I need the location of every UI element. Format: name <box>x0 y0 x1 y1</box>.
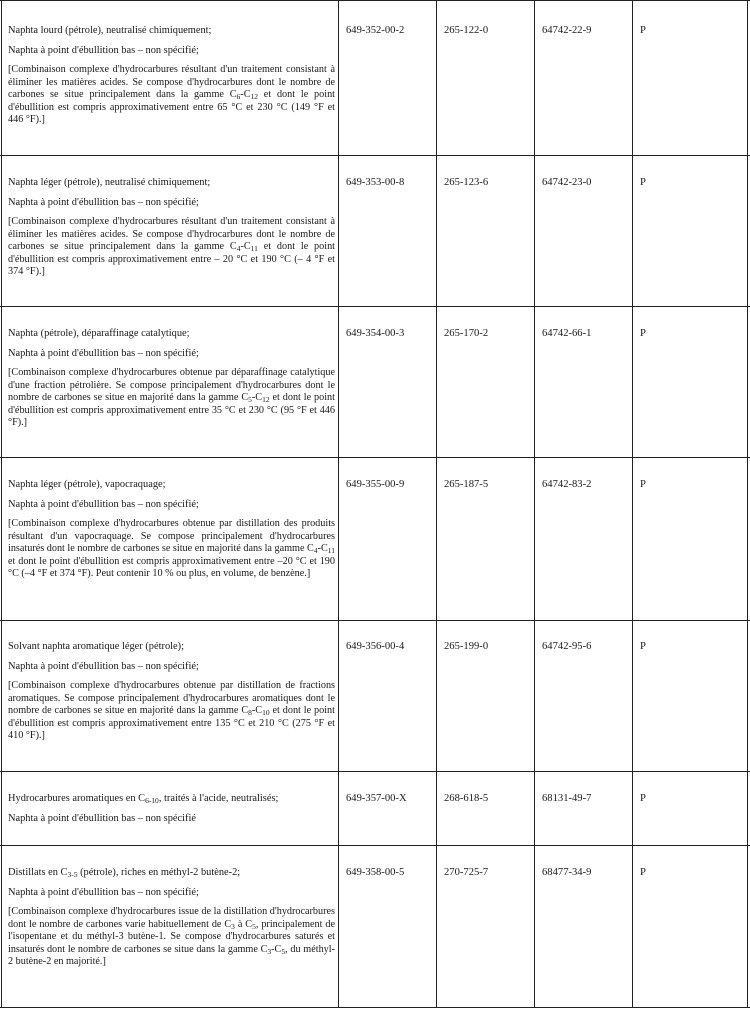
index-number: 649-353-00-8 <box>346 177 405 188</box>
ec-number: 265-199-0 <box>444 641 489 652</box>
index-number: 649-357-00-X <box>346 793 407 804</box>
substance-note: [Combinaison complexe d'hydrocarbures obtenue par distillation des produits résultant d'un vapocraquage. Se compose principalement d'hydrocarbures insaturés dont le nombre de carbones se situe en majorité dans la gamme $C_4-C_{11}$ et dont le point d'ébullition est compris approximativement entre –20 °C et 190 °C (–4 °F et 374 °F). Peut contenir 10 % ou plus, en volume, de benzène.] <box>8 518 335 580</box>
index-number: 649-356-00-4 <box>346 641 405 652</box>
ec-number: 270-725-7 <box>444 867 489 878</box>
cas-number: 64742-66-1 <box>542 328 592 339</box>
ec-number: 268-618-5 <box>444 793 489 804</box>
notes-code: P <box>640 25 646 36</box>
cas-number: 68477-34-9 <box>542 867 592 878</box>
substance-name: Hydrocarbures aromatiques en $C_{6-10}$, traités à l'acide, neutralisés; <box>8 793 279 805</box>
description-cell <box>8 24 335 127</box>
substance-synonym: Naphta à point d'ébullition bas – non spécifié; <box>8 197 199 208</box>
substance-synonym: Naphta à point d'ébullition bas – non spécifié; <box>8 499 199 510</box>
description-cell <box>8 866 335 969</box>
notes-code: P <box>640 328 646 339</box>
substance-note: [Combinaison complexe d'hydrocarbures obtenue par distillation de fractions aromatiques. Se compose principalement d'hydrocarbures aromatiques dont le nombre de carbones se situe en majorité dans la gamme $C_8-C_{10}$ et dont le point d'ébullition est compris approximativement entre 135 °C et 210 °C (275 °F et 410 °F).] <box>8 680 335 742</box>
substance-name: Solvant naphta aromatique léger (pétrole); <box>8 641 184 652</box>
row-divider <box>0 771 750 772</box>
ec-number: 265-123-6 <box>444 177 489 188</box>
notes-code: P <box>640 867 646 878</box>
substance-note: [Combinaison complexe d'hydrocarbures résultant d'un traitement consistant à éliminer les matières acides. Se compose d'hydrocarbures dont le nombre de carbones se situe principalement dans la gamme $C_6-C_{12}$ et dont le point d'ébullition est compris approximativement entre 65 °C et 230 °C (149 °F et 446 °F).] <box>8 64 335 126</box>
ec-number: 265-170-2 <box>444 328 489 339</box>
index-number: 649-352-00-2 <box>346 25 405 36</box>
row-divider <box>0 457 750 458</box>
substance-synonym: Naphta à point d'ébullition bas – non spécifié <box>8 813 196 824</box>
table-right-border <box>747 0 748 1007</box>
column-divider <box>338 0 339 1007</box>
substance-synonym: Naphta à point d'ébullition bas – non spécifié; <box>8 887 199 898</box>
notes-code: P <box>640 177 646 188</box>
substance-name: Distillats en $C_{3-5}$ (pétrole), riches en méthyl-2 butène-2; <box>8 867 241 879</box>
substance-synonym: Naphta à point d'ébullition bas – non spécifié; <box>8 661 199 672</box>
notes-code: P <box>640 479 646 490</box>
cas-number: 64742-95-6 <box>542 641 592 652</box>
column-divider <box>534 0 535 1007</box>
column-divider <box>436 0 437 1007</box>
notes-code: P <box>640 641 646 652</box>
row-divider <box>0 0 750 1</box>
cas-number: 64742-23-0 <box>542 177 592 188</box>
row-divider <box>0 620 750 621</box>
substance-name: Naphta lourd (pétrole), neutralisé chimiquement; <box>8 25 212 36</box>
substance-name: Naphta léger (pétrole), vapocraquage; <box>8 479 166 490</box>
ec-number: 265-187-5 <box>444 479 489 490</box>
notes-code: P <box>640 793 646 804</box>
cas-number: 64742-22-9 <box>542 25 592 36</box>
ec-number: 265-122-0 <box>444 25 489 36</box>
cas-number: 64742-83-2 <box>542 479 592 490</box>
column-divider <box>632 0 633 1007</box>
description-cell <box>8 640 335 743</box>
description-cell <box>8 478 335 581</box>
index-number: 649-358-00-5 <box>346 867 405 878</box>
index-number: 649-355-00-9 <box>346 479 405 490</box>
index-number: 649-354-00-3 <box>346 328 405 339</box>
substance-name: Naphta (pétrole), déparaffinage catalytique; <box>8 328 190 339</box>
description-cell <box>8 327 335 430</box>
cas-number: 68131-49-7 <box>542 793 592 804</box>
substance-synonym: Naphta à point d'ébullition bas – non spécifié; <box>8 45 199 56</box>
table-left-border <box>1 0 2 1007</box>
description-cell <box>8 792 335 832</box>
substance-note: [Combinaison complexe d'hydrocarbures résultant d'un traitement consistant à éliminer les matières acides. Se compose d'hydrocarbures dont le nombre de carbones se situe principalement dans la gamme $C_4-C_{11}$ et dont le point d'ébullition est compris approximativement entre – 20 °C et 190 °C (– 4 °F et 374 °F).] <box>8 216 336 278</box>
row-divider <box>0 306 750 307</box>
row-divider <box>0 155 750 156</box>
substance-synonym: Naphta à point d'ébullition bas – non spécifié; <box>8 348 199 359</box>
row-divider <box>0 1007 750 1008</box>
substance-note: [Combinaison complexe d'hydrocarbures issue de la distillation d'hydrocarbures dont le nombre de carbones varie habituellement de $C_3$ à $C_5$, principalement de l'isopentane et du méthyl-3 butène-1. Se compose d'hydrocarbures saturés et insaturés dont le nombre de carbones se situe dans la gamme $C_3-C_5$, du méthyl-2 butène-2 en majorité.] <box>8 906 335 968</box>
row-divider <box>0 845 750 846</box>
substance-note: [Combinaison complexe d'hydrocarbures obtenue par déparaffinage catalytique d'une fraction pétrolière. Se compose principalement d'hydrocarbures dont le nombre de carbones se situe en majorité dans la gamme $C_5-C_{12}$ et dont le point d'ébullition est compris approximativement entre 35 °C et 230 °C (95 °F et 446 °F).] <box>8 367 335 429</box>
description-cell <box>8 176 335 279</box>
substance-name: Naphta léger (pétrole), neutralisé chimiquement; <box>8 177 211 188</box>
